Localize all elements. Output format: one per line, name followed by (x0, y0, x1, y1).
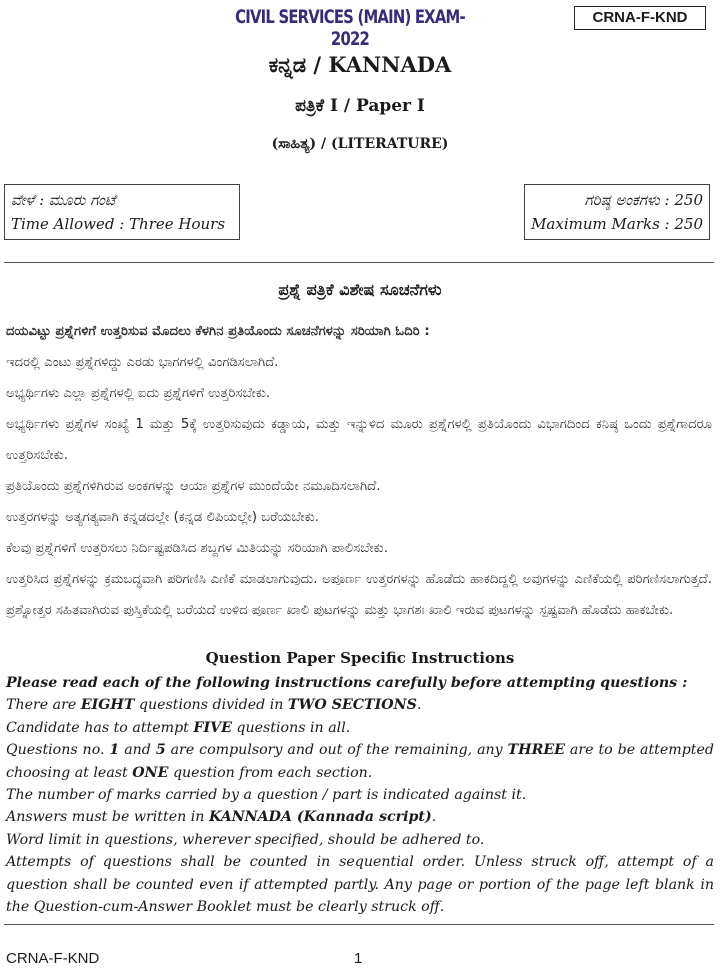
paper-code-box: CRNA-F-KND (574, 6, 706, 30)
time-allowed-box (4, 184, 240, 240)
maximum-marks-box (524, 184, 710, 240)
kannada-instruction-item: ಉತ್ತರಿಸಿದ ಪ್ರಶ್ನೆಗಳನ್ನು ಕ್ರಮಬದ್ಧವಾಗಿ ಪರಿಗಣಿಸಿ ಎಣಿಕೆ ಮಾಡಲಾಗುವುದು. ಅಪೂರ್ಣ ಉತ್ತರಗಳನ್ನು ಹೊಡೆದು ಹಾಕದಿದ್ದಲ್ಲಿ ಅವುಗಳನ್ನು ಎಣಿಕೆಯಲ್ಲಿ ಪರಿಗಣಿಸಲಾಗುತ್ತದೆ. ಪ್ರಶ್ನೋತ್ತರ ಸಹಿತವಾಗಿರುವ ಪುಸ್ತಿಕೆಯಲ್ಲಿ ಬರೆಯದೆ ಉಳಿದ ಪೂರ್ಣ ಖಾಲಿ ಪುಟಗಳನ್ನು ಮತ್ತು ಭಾಗಶಃ ಖಾಲಿ ಇರುವ ಪುಟಗಳನ್ನು ಸ್ಪಷ್ಟವಾಗಿ ಹೊಡೆದು ಹಾಕಬೇಕು. (6, 572, 712, 618)
english-instructions (6, 672, 714, 918)
kannada-instruction-item: ಅಭ್ಯರ್ಥಿಗಳು ಎಲ್ಲಾ ಪ್ರಶ್ನೆಗಳಲ್ಲಿ ಐದು ಪ್ರಶ್ನೆಗಳಿಗೆ ಉತ್ತರಿಸಬೇಕು. (6, 386, 271, 401)
kannada-instruction-item: ಇದರಲ್ಲಿ ಎಂಟು ಪ್ರಶ್ನೆಗಳಿದ್ದು ಎರಡು ಭಾಗಗಳಲ್ಲಿ ವಿಂಗಡಿಸಲಾಗಿದೆ. (6, 355, 279, 370)
top-divider (4, 262, 714, 263)
english-instruction-item: There are EIGHT questions divided in TWO SECTIONS. (6, 697, 422, 714)
kannada-instruction-item: ಕೆಲವು ಪ್ರಶ್ನೆಗಳಿಗೆ ಉತ್ತರಿಸಲು ನಿರ್ದಿಷ್ಟಪಡಿಸಿದ ಶಬ್ದಗಳ ಮಿತಿಯನ್ನು ಸರಿಯಾಗಿ ಪಾಲಿಸಬೇಕು. (6, 541, 388, 556)
kannada-instructions-heading: ಪ್ರಶ್ನೆ ಪತ್ರಿಕೆ ವಿಶೇಷ ಸೂಚನೆಗಳು (278, 280, 442, 299)
footer-paper-code: CRNA-F-KND (6, 950, 100, 967)
english-instruction-item: Questions no. 1 and 5 are compulsory and out of the remaining, any THREE are to be attempted choosing at least ONE question from each section. (6, 742, 714, 781)
maximum-marks-english: Maximum Marks : 250 (531, 215, 703, 233)
time-allowed-kannada: ವೇಳೆ : ಮೂರು ಗಂಟೆ (11, 191, 116, 209)
kannada-instruction-item: ಉತ್ತರಗಳನ್ನು ಅತ್ಯಗತ್ಯವಾಗಿ ಕನ್ನಡದಲ್ಲೇ (ಕನ್ನಡ ಲಿಪಿಯಲ್ಲೇ) ಬರೆಯಬೇಕು. (6, 510, 319, 525)
exam-title: CIVIL SERVICES (MAIN) EXAM-2022 (235, 6, 465, 50)
kannada-instructions-lead: ದಯವಿಟ್ಟು ಪ್ರಶ್ನೆಗಳಿಗೆ ಉತ್ತರಿಸುವ ಮೊದಲು ಕೆಳಗಿನ ಪ್ರತಿಯೊಂದು ಸೂಚನೆಗಳನ್ನು ಸರಿಯಾಗಿ ಓದಿರಿ : (6, 324, 430, 339)
english-instructions-lead: Please read each of the following instructions carefully before attempting questions : (6, 675, 688, 691)
kannada-instruction-item: ಅಭ್ಯರ್ಥಿಗಳು ಪ್ರಶ್ನೆಗಳ ಸಂಖ್ಯೆ 1 ಮತ್ತು 5ಕ್ಕೆ ಉತ್ತರಿಸುವುದು ಕಡ್ಡಾಯ, ಮತ್ತು ಇನ್ನುಳಿದ ಮೂರು ಪ್ರಶ್ನೆಗಳಲ್ಲಿ ಪ್ರತಿಯೊಂದು ವಿಭಾಗದಿಂದ ಕನಿಷ್ಠ ಒಂದು ಪ್ರಶ್ನೆಗಾದರೂ ಉತ್ತರಿಸಬೇಕು. (6, 417, 712, 463)
kannada-instructions (6, 316, 712, 626)
page-number: 1 (354, 950, 363, 967)
english-instruction-item: Word limit in questions, wherever specified, should be adhered to. (6, 831, 485, 848)
kannada-instruction-item: ಪ್ರತಿಯೊಂದು ಪ್ರಶ್ನೆಗಳಿಗಿರುವ ಅಂಕಗಳನ್ನು ಆಯಾ ಪ್ರಶ್ನೆಗಳ ಮುಂದೆಯೇ ನಮೂದಿಸಲಾಗಿದೆ. (6, 479, 381, 494)
bottom-divider (4, 924, 714, 925)
english-instructions-heading: Question Paper Specific Instructions (205, 649, 515, 667)
english-instruction-item: The number of marks carried by a question / part is indicated against it. (6, 787, 527, 804)
language-title: ಕನ್ನಡ / KANNADA (268, 52, 452, 77)
paper-title: ಪತ್ರಿಕೆ I / Paper I (295, 96, 425, 116)
time-allowed-english: Time Allowed : Three Hours (11, 215, 226, 233)
subject-title: (ಸಾಹಿತ್ಯ) / (LITERATURE) (271, 136, 449, 152)
english-instruction-item: Candidate has to attempt FIVE questions in all. (6, 719, 351, 736)
english-instruction-item: Answers must be written in KANNADA (Kannada script). (6, 809, 437, 826)
english-instruction-item: Attempts of questions shall be counted in sequential order. Unless struck off, attempt of a question shall be counted even if attempted partly. Any page or portion of the page left blank in the Question-cum-Answer Booklet must be clearly struck off. (6, 854, 714, 916)
maximum-marks-kannada: ಗರಿಷ್ಠ ಅಂಕಗಳು : 250 (584, 191, 703, 209)
